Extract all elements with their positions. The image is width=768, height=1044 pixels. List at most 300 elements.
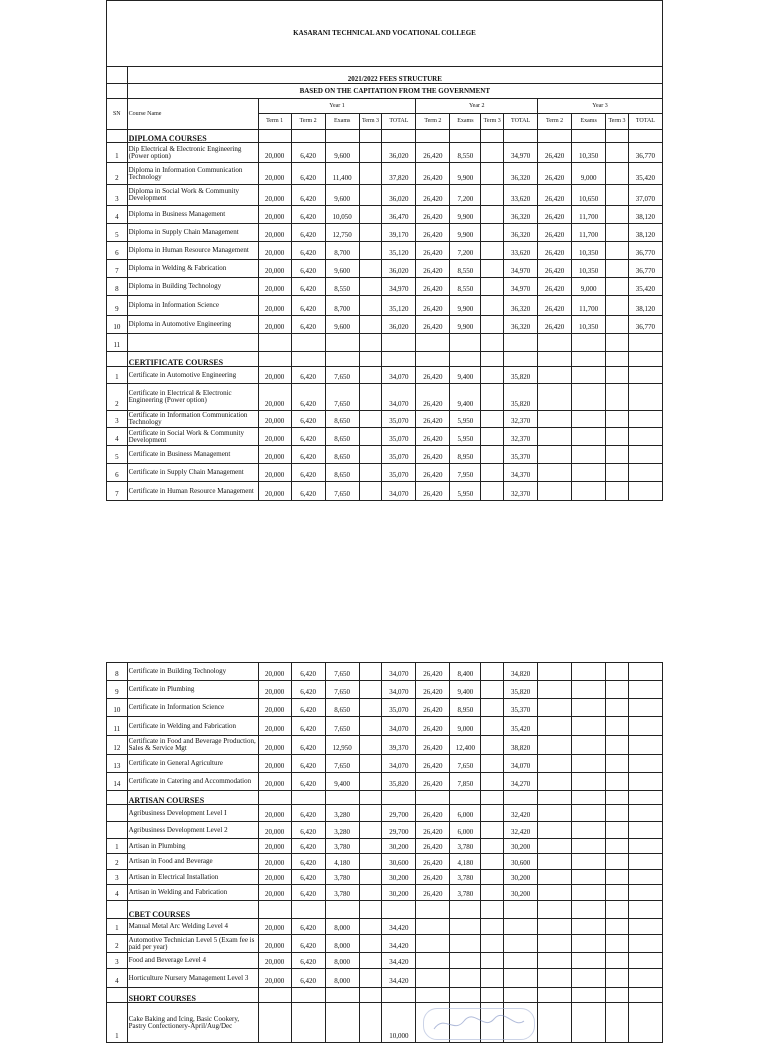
fee-cell: 37,820 [382, 163, 416, 185]
y3-term2-header: Term 2 [538, 114, 572, 130]
table-row [107, 482, 663, 501]
fee-cell: 9,400 [325, 773, 359, 791]
fee-cell [538, 411, 572, 428]
table-row [107, 163, 663, 185]
college-name: KASARANI TECHNICAL AND VOCATIONAL COLLEGE [107, 1, 663, 67]
fee-cell: 9,900 [450, 206, 481, 224]
fee-cell: 30,600 [504, 854, 538, 870]
fee-cell [538, 663, 572, 681]
fee-cell [572, 367, 606, 384]
fee-cell [359, 428, 382, 446]
fee-cell: 6,420 [291, 805, 325, 822]
fee-cell [628, 839, 662, 854]
fee-cell: 20,000 [258, 446, 291, 464]
fee-cell: 26,420 [416, 367, 450, 384]
fee-cell [628, 935, 662, 953]
fee-cell [572, 953, 606, 969]
row-number: 2 [107, 854, 128, 870]
fees-table-page-2 [106, 662, 663, 1043]
course-name: Automotive Technician Level 5 (Exam fee is paid per year) [127, 935, 258, 953]
course-name: Certificate in Human Resource Management [127, 482, 258, 501]
fee-cell: 26,420 [416, 446, 450, 464]
fee-cell: 10,350 [572, 260, 606, 278]
course-name: Manual Metal Arc Welding Level 4 [127, 919, 258, 935]
fee-cell: 8,700 [325, 242, 359, 260]
course-name: Cake Baking and Icing, Basic Cookery, Pastry Confectionery-April/Aug/Dec [127, 1003, 258, 1043]
fee-cell: 12,950 [325, 736, 359, 755]
fee-cell [538, 773, 572, 791]
fee-cell [572, 464, 606, 482]
fee-cell: 20,000 [258, 969, 291, 988]
fee-cell [606, 736, 629, 755]
fee-cell [628, 805, 662, 822]
fee-cell [416, 953, 450, 969]
row-number: 9 [107, 296, 128, 316]
fee-cell: 26,420 [416, 206, 450, 224]
fee-cell [606, 224, 629, 242]
row-number: 14 [107, 773, 128, 791]
table-row [107, 464, 663, 482]
fee-cell [359, 681, 382, 699]
fee-cell: 8,650 [325, 699, 359, 717]
fee-cell: 6,420 [291, 278, 325, 296]
table-row [107, 953, 663, 969]
fee-cell [481, 163, 504, 185]
fee-cell: 8,950 [450, 699, 481, 717]
fee-cell: 35,820 [504, 681, 538, 699]
fee-cell [359, 185, 382, 206]
fee-cell: 10,650 [572, 185, 606, 206]
fee-cell [538, 953, 572, 969]
fee-cell [359, 953, 382, 969]
fee-cell: 37,070 [628, 185, 662, 206]
fee-cell [606, 969, 629, 988]
fee-cell: 11,700 [572, 224, 606, 242]
fee-cell [628, 1003, 662, 1043]
fee-cell [538, 805, 572, 822]
fee-cell [606, 482, 629, 501]
fee-cell [606, 411, 629, 428]
fee-cell: 26,420 [416, 773, 450, 791]
fee-cell [538, 755, 572, 773]
fee-cell: 34,970 [504, 278, 538, 296]
fee-cell [481, 143, 504, 163]
fee-cell: 26,420 [416, 296, 450, 316]
fee-cell: 26,420 [416, 885, 450, 901]
fee-cell: 35,070 [382, 446, 416, 464]
fee-cell [606, 870, 629, 885]
fee-cell: 9,600 [325, 260, 359, 278]
fee-cell: 36,020 [382, 185, 416, 206]
fee-cell [481, 681, 504, 699]
fee-cell [572, 1003, 606, 1043]
fee-cell: 6,420 [291, 185, 325, 206]
fee-cell [504, 969, 538, 988]
fee-cell [538, 699, 572, 717]
fee-cell: 29,700 [382, 822, 416, 839]
fee-cell: 39,170 [382, 224, 416, 242]
course-name: Artisan in Welding and Fabrication [127, 885, 258, 901]
fee-cell: 36,320 [504, 163, 538, 185]
year2-header: Year 2 [416, 99, 538, 114]
signature-stamp-mark [423, 1008, 535, 1040]
fee-cell: 6,420 [291, 411, 325, 428]
fee-cell [481, 411, 504, 428]
course-name: Diploma in Welding & Fabrication [127, 260, 258, 278]
term1-header: Term 1 [258, 114, 291, 130]
fee-cell [538, 428, 572, 446]
table-row [107, 839, 663, 854]
fee-cell: 20,000 [258, 482, 291, 501]
row-number: 6 [107, 464, 128, 482]
fee-cell [538, 681, 572, 699]
fee-cell: 20,000 [258, 163, 291, 185]
fee-cell: 6,420 [291, 206, 325, 224]
fee-cell: 5,950 [450, 428, 481, 446]
fee-cell: 6,420 [291, 663, 325, 681]
fee-cell [628, 482, 662, 501]
fee-cell [572, 839, 606, 854]
y3-term3-header: Term 3 [606, 114, 629, 130]
fee-cell: 9,600 [325, 316, 359, 334]
fee-cell: 8,700 [325, 296, 359, 316]
fee-cell: 35,820 [504, 367, 538, 384]
fee-cell [572, 773, 606, 791]
fee-cell: 9,000 [572, 278, 606, 296]
fee-cell: 9,000 [572, 163, 606, 185]
fee-cell: 26,420 [416, 464, 450, 482]
fee-cell [628, 411, 662, 428]
table-row [107, 1003, 663, 1043]
fee-cell [606, 260, 629, 278]
fee-cell [572, 482, 606, 501]
fee-cell: 12,400 [450, 736, 481, 755]
fee-cell: 20,000 [258, 699, 291, 717]
fee-cell [481, 773, 504, 791]
fee-cell: 26,420 [416, 755, 450, 773]
course-name: Agribusiness Development Level 2 [127, 822, 258, 839]
fee-cell: 20,000 [258, 384, 291, 411]
fee-cell: 11,400 [325, 163, 359, 185]
fee-cell [481, 482, 504, 501]
fee-cell: 9,600 [325, 143, 359, 163]
fee-cell [481, 717, 504, 736]
fee-cell: 20,000 [258, 367, 291, 384]
fee-cell: 26,420 [416, 242, 450, 260]
fee-cell: 34,070 [382, 681, 416, 699]
fee-cell: 34,420 [382, 969, 416, 988]
fee-cell: 34,070 [382, 384, 416, 411]
fee-cell [359, 822, 382, 839]
fee-cell: 39,370 [382, 736, 416, 755]
fee-cell: 11,700 [572, 296, 606, 316]
fee-cell [258, 1003, 291, 1043]
fee-cell [572, 384, 606, 411]
fee-cell [606, 242, 629, 260]
table-row [107, 755, 663, 773]
fee-cell: 20,000 [258, 854, 291, 870]
fee-cell: 35,120 [382, 242, 416, 260]
fee-cell: 35,120 [382, 296, 416, 316]
fee-cell [359, 464, 382, 482]
fee-cell [481, 260, 504, 278]
table-row [107, 316, 663, 334]
fee-cell: 6,420 [291, 242, 325, 260]
fee-cell: 6,420 [291, 822, 325, 839]
fee-cell: 8,000 [325, 969, 359, 988]
fee-cell: 6,420 [291, 854, 325, 870]
table-row [107, 428, 663, 446]
table-row [107, 384, 663, 411]
course-name: Diploma in Automotive Engineering [127, 316, 258, 334]
fee-cell [359, 805, 382, 822]
fee-cell [538, 919, 572, 935]
fee-cell: 32,420 [504, 805, 538, 822]
fee-cell [628, 755, 662, 773]
fee-cell: 3,280 [325, 805, 359, 822]
fee-cell [481, 919, 504, 935]
fee-cell: 34,070 [382, 482, 416, 501]
table-row [107, 736, 663, 755]
fee-cell: 26,420 [416, 428, 450, 446]
course-name: Certificate in Information Science [127, 699, 258, 717]
table-row [107, 681, 663, 699]
fee-cell [628, 699, 662, 717]
fee-cell: 29,700 [382, 805, 416, 822]
table-row [107, 773, 663, 791]
course-name: Certificate in Catering and Accommodation [127, 773, 258, 791]
fee-cell [481, 805, 504, 822]
fee-cell: 8,550 [450, 278, 481, 296]
fee-cell [628, 854, 662, 870]
fee-cell [572, 681, 606, 699]
fee-cell [291, 1003, 325, 1043]
fee-cell: 20,000 [258, 428, 291, 446]
fee-cell [481, 316, 504, 334]
fee-cell: 10,050 [325, 206, 359, 224]
fee-cell: 20,000 [258, 953, 291, 969]
fee-cell: 34,820 [504, 663, 538, 681]
fee-cell [359, 663, 382, 681]
fee-cell: 20,000 [258, 839, 291, 854]
stamp-scribble [424, 1009, 534, 1039]
fee-cell: 36,020 [382, 260, 416, 278]
fee-cell: 30,200 [382, 839, 416, 854]
fee-cell: 36,770 [628, 260, 662, 278]
fee-cell: 8,950 [450, 446, 481, 464]
fee-cell [606, 163, 629, 185]
fee-cell [628, 870, 662, 885]
term2-header: Term 2 [291, 114, 325, 130]
fee-cell [359, 143, 382, 163]
fee-cell [481, 224, 504, 242]
fee-cell: 38,820 [504, 736, 538, 755]
fee-cell: 26,420 [416, 260, 450, 278]
fee-cell: 34,070 [382, 663, 416, 681]
fee-cell [572, 755, 606, 773]
fee-cell: 6,420 [291, 969, 325, 988]
table-row [107, 885, 663, 901]
fee-cell [572, 969, 606, 988]
row-number: 7 [107, 482, 128, 501]
y2-exams-header: Exams [450, 114, 481, 130]
fee-cell [538, 870, 572, 885]
fee-cell: 36,020 [382, 143, 416, 163]
fee-cell: 36,770 [628, 143, 662, 163]
fee-cell: 35,420 [504, 717, 538, 736]
fee-cell: 34,420 [382, 919, 416, 935]
fee-cell [481, 935, 504, 953]
table-row [107, 919, 663, 935]
course-name: Certificate in Welding and Fabrication [127, 717, 258, 736]
fee-cell: 36,320 [504, 296, 538, 316]
fee-cell [606, 1003, 629, 1043]
fee-cell: 6,420 [291, 870, 325, 885]
fee-cell: 35,370 [504, 699, 538, 717]
fee-cell: 6,420 [291, 143, 325, 163]
fee-cell: 20,000 [258, 736, 291, 755]
fee-cell: 35,070 [382, 428, 416, 446]
fee-cell: 6,420 [291, 699, 325, 717]
fee-cell: 20,000 [258, 316, 291, 334]
fee-cell [572, 935, 606, 953]
fee-cell: 6,420 [291, 953, 325, 969]
fee-cell [606, 428, 629, 446]
fee-cell [628, 681, 662, 699]
fee-cell [538, 367, 572, 384]
fee-cell [606, 663, 629, 681]
row-number: 1 [107, 143, 128, 163]
fee-cell: 26,420 [416, 185, 450, 206]
fee-cell [572, 717, 606, 736]
row-number: 5 [107, 446, 128, 464]
fee-cell: 35,070 [382, 464, 416, 482]
fee-cell: 32,370 [504, 482, 538, 501]
fee-cell: 38,120 [628, 224, 662, 242]
course-name: Diploma in Human Resource Management [127, 242, 258, 260]
fee-cell [450, 919, 481, 935]
fee-cell [359, 242, 382, 260]
fee-cell: 20,000 [258, 755, 291, 773]
row-number: 10 [107, 699, 128, 717]
fee-cell: 26,420 [538, 224, 572, 242]
course-name: Certificate in Information Communication Technology [127, 411, 258, 428]
fee-cell [538, 969, 572, 988]
fee-cell: 6,420 [291, 885, 325, 901]
fees-structure-title: 2021/2022 FEES STRUCTURE [127, 67, 662, 84]
fee-cell: 36,320 [504, 224, 538, 242]
year1-header: Year 1 [258, 99, 416, 114]
course-name: Diploma in Supply Chain Management [127, 224, 258, 242]
fee-cell: 8,000 [325, 919, 359, 935]
fee-cell: 26,420 [416, 805, 450, 822]
fee-cell [481, 464, 504, 482]
fee-cell: 34,970 [504, 143, 538, 163]
artisan-section-heading: ARTISAN COURSES [127, 791, 258, 805]
total-header: TOTAL [382, 114, 416, 130]
fee-cell [359, 773, 382, 791]
course-name: Certificate in Electrical & Electronic Engineering (Power option) [127, 384, 258, 411]
fee-cell [504, 935, 538, 953]
y3-exams-header: Exams [572, 114, 606, 130]
fee-cell: 8,550 [325, 278, 359, 296]
row-number: 11 [107, 717, 128, 736]
fee-cell: 6,420 [291, 367, 325, 384]
fee-cell [359, 446, 382, 464]
fee-cell [606, 854, 629, 870]
fee-cell: 3,780 [450, 839, 481, 854]
course-name-header: Course Name [127, 99, 258, 130]
fee-cell [538, 839, 572, 854]
fee-cell: 6,420 [291, 446, 325, 464]
diploma-section-heading: DIPLOMA COURSES [127, 130, 258, 143]
fee-cell: 26,420 [538, 242, 572, 260]
row-number: 4 [107, 206, 128, 224]
fee-cell: 6,420 [291, 935, 325, 953]
fee-cell: 20,000 [258, 822, 291, 839]
fee-cell [628, 736, 662, 755]
fee-cell [538, 717, 572, 736]
row-number: 2 [107, 935, 128, 953]
row-number: 10 [107, 316, 128, 334]
fee-cell: 7,650 [325, 384, 359, 411]
fee-cell: 34,270 [504, 773, 538, 791]
fee-cell [606, 699, 629, 717]
fee-cell [628, 464, 662, 482]
fee-cell: 20,000 [258, 224, 291, 242]
fee-cell [359, 717, 382, 736]
fee-cell: 6,420 [291, 482, 325, 501]
fee-cell [481, 428, 504, 446]
course-name: Artisan in Electrical Installation [127, 870, 258, 885]
course-name: Certificate in Building Technology [127, 663, 258, 681]
fee-cell [606, 681, 629, 699]
fee-cell: 35,070 [382, 699, 416, 717]
fee-cell: 9,900 [450, 163, 481, 185]
fee-cell [416, 969, 450, 988]
fee-cell: 20,000 [258, 296, 291, 316]
fee-cell [359, 367, 382, 384]
fee-cell: 8,000 [325, 953, 359, 969]
fee-cell: 8,650 [325, 411, 359, 428]
fee-cell: 34,070 [504, 755, 538, 773]
fee-cell: 9,400 [450, 384, 481, 411]
fee-cell: 3,780 [450, 885, 481, 901]
fee-cell [606, 773, 629, 791]
fee-cell: 6,420 [291, 260, 325, 278]
fee-cell: 32,370 [504, 428, 538, 446]
fee-cell: 34,370 [504, 464, 538, 482]
fee-cell: 20,000 [258, 206, 291, 224]
fee-cell [481, 969, 504, 988]
row-number: 9 [107, 681, 128, 699]
fee-cell: 20,000 [258, 663, 291, 681]
fee-cell [359, 755, 382, 773]
fee-cell [538, 1003, 572, 1043]
fee-cell [481, 296, 504, 316]
fee-cell [606, 278, 629, 296]
fee-cell [606, 805, 629, 822]
fee-cell [359, 296, 382, 316]
fee-cell [359, 839, 382, 854]
fee-cell [359, 935, 382, 953]
fee-cell [481, 367, 504, 384]
fee-cell [359, 919, 382, 935]
fee-cell: 36,770 [628, 242, 662, 260]
fee-cell [481, 885, 504, 901]
fee-cell [628, 953, 662, 969]
row-number: 3 [107, 411, 128, 428]
